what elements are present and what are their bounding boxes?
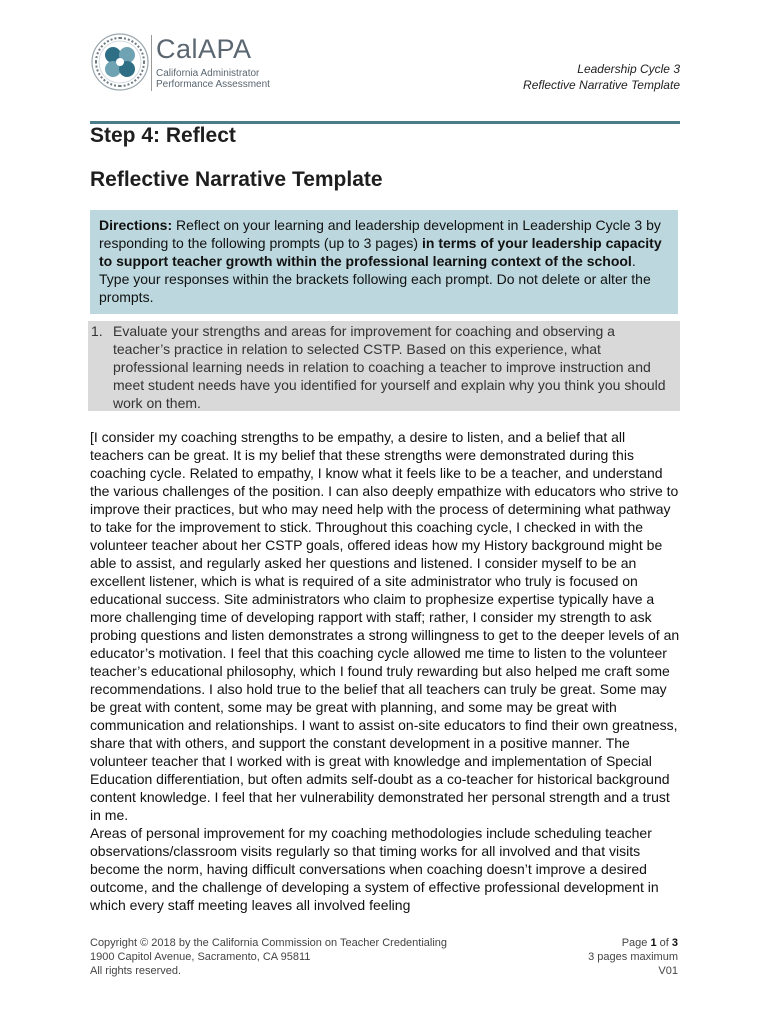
logo-divider [151, 35, 152, 91]
directions-label: Directions: [99, 217, 173, 233]
page-of: of [656, 937, 672, 949]
doc-template-name: Reflective Narrative Template [523, 78, 680, 92]
doc-cycle: Leadership Cycle 3 [577, 62, 680, 76]
page-word: Page [621, 937, 651, 949]
response-paragraph-1: [I consider my coaching strengths to be empathy, a desire to listen, and a belief that all teachers can be great. It is my belief that these strengths were demonstrated during this coaching cycle. Related to empathy, I know what it feels like to be a teacher, and understand the various challenges of the position. I can also deeply empathize with educators who strive to improve their practices, but who may need help with the process of determining what pathway to take for the improvement to stick. Throughout this coaching cycle, I checked in with the volunteer teacher about her CSTP goals, offered ideas how my History background might be able to assist, and regularly asked her questions and listened. I consider myself to be an excellent listener, which is what is required of a site administrator who truly is focused on educational success. Site administrators who claim to prophesize expertise typically have a more challenging time of developing rapport with staff; rather, I consider my strength to ask probing questions and listen demonstrates a strong willingness to get to the deeper levels of an educator’s motivation. I feel that this coaching cycle allowed me time to listen to the volunteer teacher’s educational philosophy, which I found truly rewarding but also helped me craft some recommendations. I also hold true to the belief that all teachers can truly be great. Some may be great with content, some may be great with planning, and some may be great with communication and relationships. I want to assist on-site educators to find their own greatness, share that with others, and support the constant development in a positive manner. The volunteer teacher that I worked with is great with knowledge and implementation of Special Education differentiation, but often admits self-doubt as a co-teacher for historical background content knowledge. I feel that her vulnerability demonstrated her personal strength and a trust in me. [90, 429, 680, 823]
version: V01 [658, 965, 678, 977]
logo-subtitle-line1: California Administrator [156, 68, 260, 79]
page-total: 3 [671, 937, 678, 949]
prompt-number: 1. [91, 323, 103, 339]
directions-box [90, 210, 678, 314]
step-title: Step 4: Reflect [90, 124, 236, 147]
footer-copyright: Copyright © 2018 by the California Commission on Teacher Credentialing [90, 937, 448, 949]
section-title: Reflective Narrative Template [90, 168, 383, 191]
document-meta [523, 61, 680, 93]
calapa-emblem-icon [90, 32, 150, 92]
footer-address: 1900 Capitol Avenue, Sacramento, CA 95811 [90, 951, 311, 963]
page-footer [90, 936, 678, 986]
logo-name: CalAPA [156, 34, 252, 64]
prompt-text: Evaluate your strengths and areas for improvement for coaching and observing a teacher’s practice in relation to selected CSTP. Based on this experience, what professional learning needs in relation to coaching a teacher to improve instruction and meet student needs have you identified for yourself and explain why you think you should work on them. [113, 323, 666, 411]
page-number [588, 936, 678, 950]
pages-maximum: 3 pages maximum [588, 951, 678, 963]
response-text [90, 428, 680, 914]
prompt-box [88, 321, 680, 411]
footer-rights: All rights reserved. [90, 965, 182, 977]
page-header [90, 30, 680, 100]
directions-text-b: . Type your responses within the brackets following each prompt. Do not delete or alter the prompts. [99, 253, 651, 305]
directions-emphasis: in terms of your leadership capacity to support teacher growth within the professional learning context of the school [99, 235, 662, 269]
calapa-logo [90, 30, 290, 100]
logo-subtitle-line2: Performance Assessment [156, 79, 270, 90]
footer-page-block [588, 936, 678, 978]
directions-text-a: Reflect on your learning and leadership development in Leadership Cycle 3 by responding to the following prompts (up to 3 pages) [99, 217, 661, 251]
logo-subtitle [156, 68, 270, 90]
page-current: 1 [650, 937, 657, 949]
response-paragraph-2: Areas of personal improvement for my coaching methodologies include scheduling teacher observations/classroom visits regularly so that timing works for all involved and that visits become the norm, having difficult conversations when coaching doesn’t improve a desired outcome, and the challenge of developing a system of effective professional development in which every staff meeting leaves all involved feeling [90, 825, 659, 913]
footer-copyright-block [90, 936, 447, 978]
